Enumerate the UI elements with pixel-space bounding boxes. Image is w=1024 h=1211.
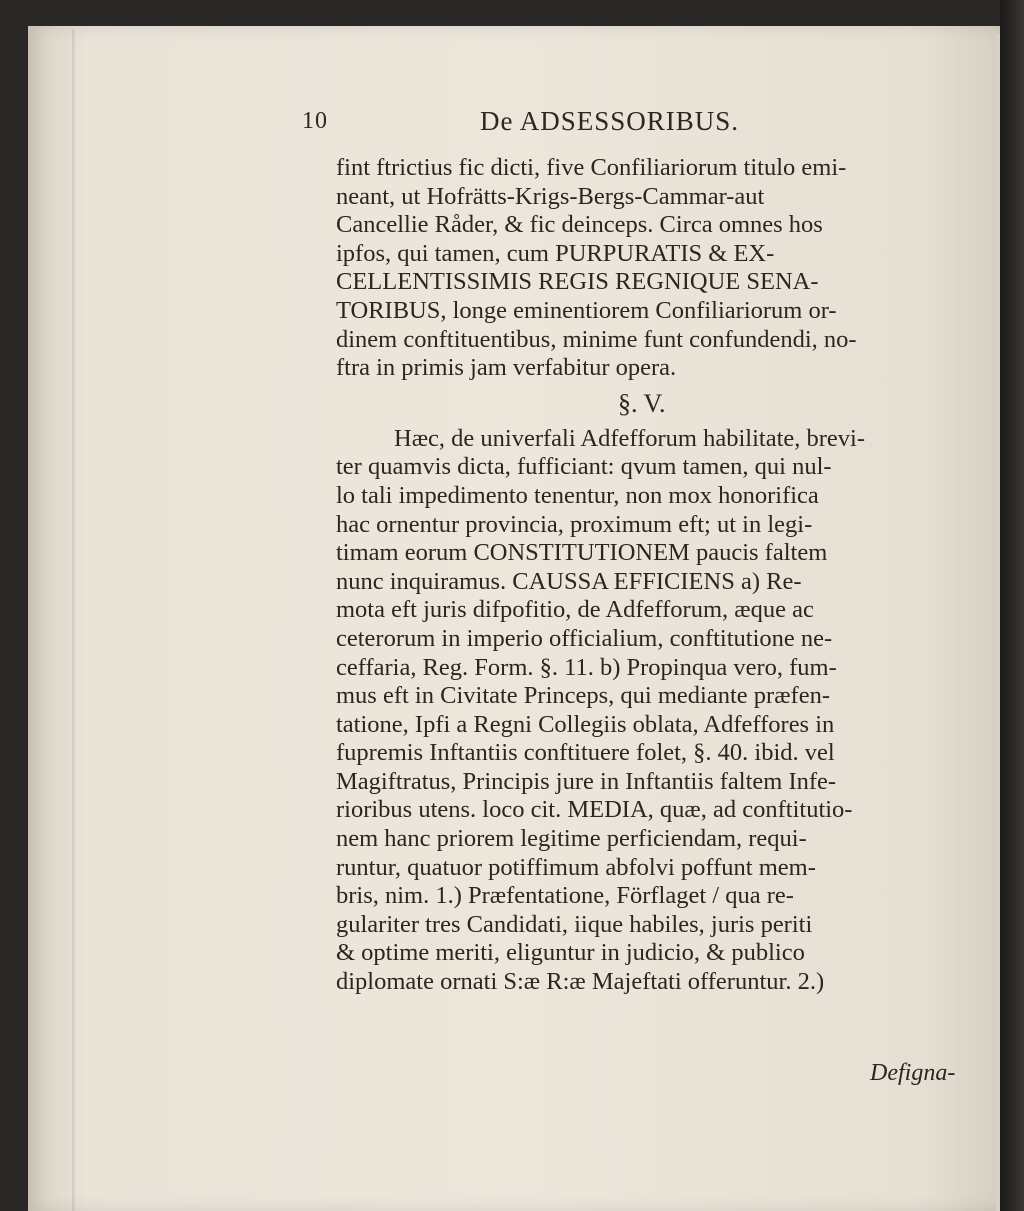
running-head	[302, 106, 936, 146]
text-line: ceffaria, Reg. Form. §. 11. b) Propinqua vero, fum-	[336, 653, 837, 681]
text-line: fupremis Inftantiis conftituere folet, §. 40. ibid. vel	[336, 739, 835, 767]
text-line: ter quamvis dicta, fufficiant: qvum tamen, qui nul-	[336, 453, 832, 481]
scan-border	[1000, 0, 1024, 1211]
text-line: bris, nim. 1.) Præfentatione, Förflaget / qua re-	[336, 882, 794, 910]
text-line: lo tali impedimento tenentur, non mox honorifica	[336, 481, 819, 509]
text-line: runtur, quatuor potiffimum abfolvi poffunt mem-	[336, 853, 816, 881]
text-line: nem hanc priorem legitime perficiendam, requi-	[336, 825, 807, 853]
text-line: ftra in primis jam verfabitur opera.	[336, 354, 677, 382]
text-line: rioribus utens. loco cit. MEDIA, quæ, ad conftitutio-	[336, 796, 853, 824]
text-line: fint ftrictius fic dicti, five Confiliariorum titulo emi-	[336, 154, 847, 181]
text-line: tatione, Ipfi a Regni Collegiis oblata, Adfeffores in	[336, 710, 835, 738]
text-line: CELLENTISSIMIS REGIS REGNIQUE SENA-	[336, 268, 819, 296]
text-line: Magiftratus, Principis jure in Inftantiis faltem Infe-	[336, 767, 837, 795]
text-line: Cancellie Råder, & fic deinceps. Circa omnes hos	[336, 211, 823, 239]
text-line: & optime meriti, eliguntur in judicio, & publico	[336, 939, 805, 967]
page-gutter-shadow	[72, 30, 76, 1211]
catchword: Defigna-	[870, 1060, 956, 1086]
text-line: TORIBUS, longe eminentiorem Confiliariorum or-	[336, 296, 837, 324]
body-text	[336, 154, 956, 997]
section-heading: §. V.	[618, 388, 666, 418]
text-line: mus eft in Civitate Princeps, qui mediante præfen-	[336, 682, 830, 710]
text-line: ipfos, qui tamen, cum PURPURATIS & EX-	[336, 239, 775, 267]
text-line: neant, ut Hofrätts-Krigs-Bergs-Cammar-aut	[336, 182, 765, 210]
text-line: Hæc, de univerfali Adfefforum habilitate, brevi-	[394, 424, 866, 452]
text-line: dinem conftituentibus, minime funt confundendi, no-	[336, 325, 857, 353]
page-number: 10	[302, 108, 328, 134]
running-head-title: De ADSESSORIBUS.	[480, 106, 740, 136]
text-line: ceterorum in imperio officialium, conftitutione ne-	[336, 624, 833, 652]
text-line: diplomate ornati S:æ R:æ Majeftati offeruntur. 2.)	[336, 968, 825, 996]
text-line: gulariter tres Candidati, iique habiles, juris periti	[336, 910, 813, 938]
text-line: timam eorum CONSTITUTIONEM paucis faltem	[336, 539, 828, 567]
text-line: mota eft juris difpofitio, de Adfefforum, æque ac	[336, 596, 814, 624]
text-line: nunc inquiramus. CAUSSA EFFICIENS a) Re-	[336, 567, 802, 595]
text-line: hac ornentur provincia, proximum eft; ut in legi-	[336, 510, 813, 538]
